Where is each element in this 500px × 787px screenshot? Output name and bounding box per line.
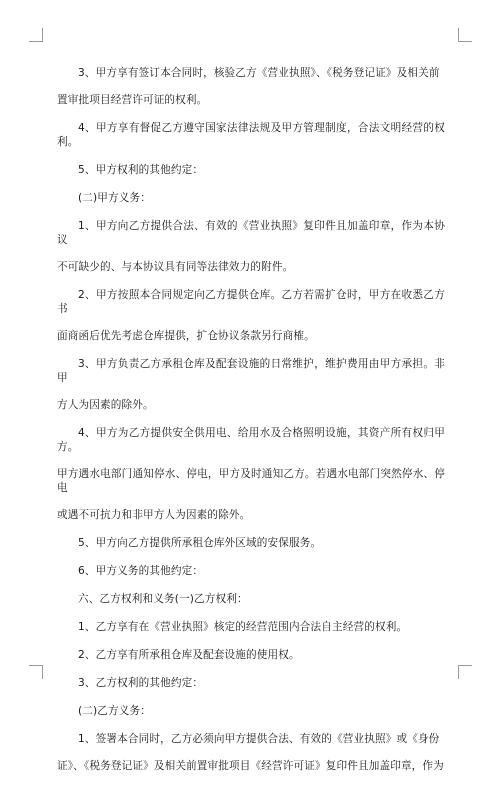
paragraph xyxy=(57,620,445,634)
paragraph xyxy=(57,426,445,522)
paragraph xyxy=(57,288,445,343)
paragraph xyxy=(57,648,445,662)
paragraph xyxy=(57,704,445,718)
section-heading: (二)甲方义务： xyxy=(78,192,152,204)
paragraph-line: 1、签署本合同时，乙方必须向甲方提供合法、有效的《营业执照》或《身份 xyxy=(78,733,440,745)
paragraph-line: 置审批项目经营许可证的权利。 xyxy=(57,94,208,106)
paragraph-line: 5、甲方向乙方提供所承租仓库外区域的安保服务。 xyxy=(78,537,322,549)
paragraph-line: 或遇不可抗力和非甲方人为因素的除外。 xyxy=(57,509,251,521)
paragraph-line: 4、甲方为乙方提供安全供用电、给用水及合格照明设施，其资产所有权归甲方。 xyxy=(57,427,445,453)
section-heading: 六、乙方权利和义务(一)乙方权利： xyxy=(78,593,248,605)
paragraph xyxy=(57,676,445,690)
crop-mark-top-left-horizontal xyxy=(29,41,43,42)
paragraph-line: 方人为因素的除外。 xyxy=(57,399,154,411)
paragraph-line: 4、甲方享有督促乙方遵守国家法律法规及甲方管理制度，合法文明经营的权利。 xyxy=(57,122,445,148)
paragraph-line: 不可缺少的、与本协议具有同等法律效力的附件。 xyxy=(57,261,294,273)
paragraph xyxy=(57,219,445,274)
paragraph xyxy=(57,191,445,205)
paragraph-line: 2、乙方享有所承租仓库及配套设施的使用权。 xyxy=(78,649,300,661)
paragraph-line: 证》、《税务登记证》及相关前置审批项目《经营许可证》复印件且加盖印章，作为 xyxy=(57,760,444,772)
crop-mark-bottom-right-vertical xyxy=(458,665,459,679)
paragraph-line: 1、乙方享有在《营业执照》核定的经营范围内合法自主经营的权利。 xyxy=(78,621,408,633)
crop-mark-top-right-horizontal xyxy=(458,41,472,42)
paragraph xyxy=(57,732,445,773)
paragraph xyxy=(57,536,445,550)
paragraph xyxy=(57,592,445,606)
paragraph-line: 甲方遇水电部门通知停水、停电，甲方及时通知乙方。若遇水电部门突然停水、停电 xyxy=(57,468,445,494)
paragraph-line: 3、乙方权利的其他约定： xyxy=(78,677,204,689)
crop-mark-bottom-left-vertical xyxy=(42,665,43,679)
paragraph xyxy=(57,121,445,149)
paragraph xyxy=(57,66,445,107)
crop-mark-bottom-right-horizontal xyxy=(458,665,472,666)
section-heading: (二)乙方义务： xyxy=(78,705,152,717)
paragraph-line: 5、甲方权利的其他约定： xyxy=(78,164,204,176)
paragraph xyxy=(57,163,445,177)
paragraph-line: 6、甲方义务的其他约定： xyxy=(78,565,204,577)
crop-mark-top-left-vertical xyxy=(42,28,43,42)
paragraph-line: 3、甲方享有签订本合同时，核验乙方《营业执照》、《税务登记证》及相关前 xyxy=(78,67,440,79)
paragraph-line: 面商函后优先考虑仓库提供，扩仓协议条款另行商榷。 xyxy=(57,330,315,342)
crop-mark-top-right-vertical xyxy=(458,28,459,42)
paragraph-line: 1、甲方向乙方提供合法、有效的《营业执照》复印件且加盖印章，作为本协议 xyxy=(57,220,445,246)
paragraph-line: 2、甲方按照本合同规定向乙方提供仓库。乙方若需扩仓时，甲方在收悉乙方书 xyxy=(57,289,445,315)
crop-mark-bottom-left-horizontal xyxy=(29,665,43,666)
document-body xyxy=(57,66,445,787)
paragraph xyxy=(57,564,445,578)
paragraph xyxy=(57,357,445,412)
paragraph-line: 3、甲方负责乙方承租仓库及配套设施的日常维护，维护费用由甲方承担。非甲 xyxy=(57,358,445,384)
